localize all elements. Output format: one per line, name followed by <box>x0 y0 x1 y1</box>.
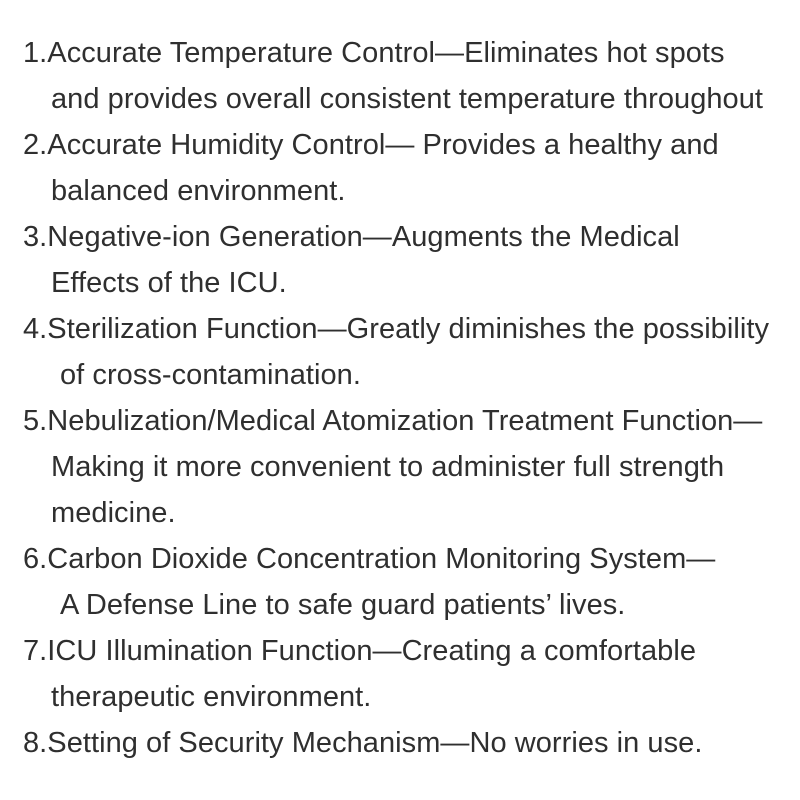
feature-3-text-2: Effects of the ICU. <box>51 267 287 299</box>
feature-4-line-1 <box>23 306 800 352</box>
feature-8-text-1: Setting of Security Mechanism—No worries in use. <box>47 727 703 759</box>
feature-5-number: 5. <box>23 405 48 437</box>
feature-8-line-1 <box>23 720 800 766</box>
feature-1-text-1: Accurate Temperature Control—Eliminates hot spots <box>47 37 725 69</box>
feature-8-number: 8. <box>23 727 48 759</box>
feature-4-text-2: of cross-contamination. <box>60 359 361 391</box>
feature-4-text-1: Sterilization Function—Greatly diminishes the possibility <box>47 313 770 345</box>
feature-2-number: 2. <box>23 129 48 161</box>
feature-3-line-2 <box>23 260 800 306</box>
feature-2-text-2: balanced environment. <box>51 175 346 207</box>
feature-7-line-2 <box>23 674 800 720</box>
feature-7-line-1 <box>23 628 800 674</box>
feature-5-line-1 <box>23 398 800 444</box>
feature-1-line-1 <box>23 30 800 76</box>
feature-5-text-1: Nebulization/Medical Atomization Treatment Function— <box>47 405 763 437</box>
feature-5-text-2: Making it more convenient to administer full strength <box>51 451 725 483</box>
feature-4-line-2 <box>23 352 800 398</box>
feature-7-number: 7. <box>23 635 48 667</box>
feature-3-line-1 <box>23 214 800 260</box>
feature-6-text-1: Carbon Dioxide Concentration Monitoring System— <box>47 543 716 575</box>
feature-2-text-1: Accurate Humidity Control— Provides a healthy and <box>47 129 719 161</box>
feature-6-text-2: A Defense Line to safe guard patients’ lives. <box>60 589 626 621</box>
feature-1-line-2 <box>23 76 800 122</box>
feature-1-text-2: and provides overall consistent temperature throughout <box>51 83 764 115</box>
feature-1-number: 1. <box>23 37 48 69</box>
feature-6-number: 6. <box>23 543 48 575</box>
feature-2-line-1 <box>23 122 800 168</box>
feature-3-number: 3. <box>23 221 48 253</box>
feature-5-line-2 <box>23 444 800 490</box>
feature-7-text-1: ICU Illumination Function—Creating a comfortable <box>47 635 697 667</box>
feature-6-line-2 <box>23 582 800 628</box>
feature-6-line-1 <box>23 536 800 582</box>
feature-4-number: 4. <box>23 313 48 345</box>
feature-3-text-1: Negative-ion Generation—Augments the Medical <box>47 221 680 253</box>
feature-list <box>23 30 800 766</box>
feature-7-text-2: therapeutic environment. <box>51 681 372 713</box>
feature-2-line-2 <box>23 168 800 214</box>
feature-5-line-3 <box>23 490 800 536</box>
feature-5-text-3: medicine. <box>51 497 176 529</box>
